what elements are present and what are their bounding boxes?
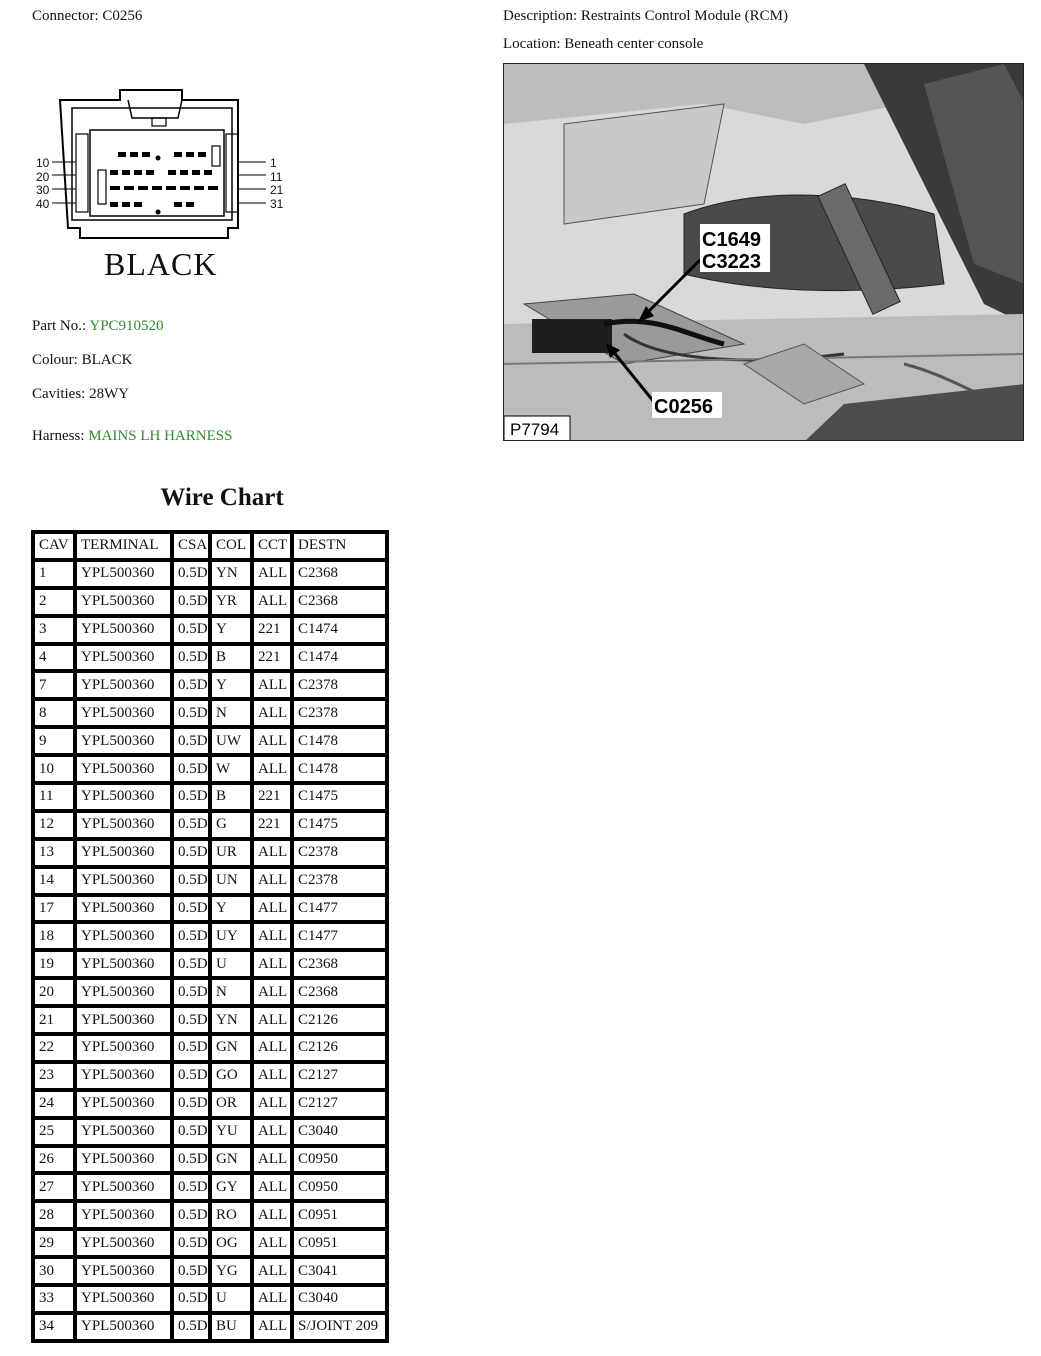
cell-col: YN xyxy=(210,560,252,588)
cell-csa: 0.5D xyxy=(172,1062,210,1090)
harness-line xyxy=(32,428,232,445)
cell-destn: C2378 xyxy=(292,867,387,895)
cell-cct: ALL xyxy=(252,1090,292,1118)
cell-col: YN xyxy=(210,1006,252,1034)
cell-destn: C0950 xyxy=(292,1173,387,1201)
cell-col: UN xyxy=(210,867,252,895)
cell-csa: 0.5D xyxy=(172,755,210,783)
description-value: Restraints Control Module (RCM) xyxy=(580,8,788,24)
table-row xyxy=(33,922,387,950)
connector-diagram xyxy=(28,86,284,286)
cell-cav: 19 xyxy=(33,950,75,978)
location-photo xyxy=(503,63,1024,441)
colour-label: Colour: xyxy=(32,352,78,368)
table-row xyxy=(33,839,387,867)
cell-cct: 221 xyxy=(252,644,292,672)
cell-cct: ALL xyxy=(252,1173,292,1201)
cell-cct: ALL xyxy=(252,560,292,588)
cell-col: YU xyxy=(210,1118,252,1146)
column-header-terminal: TERMINAL xyxy=(75,532,172,560)
cell-col: G xyxy=(210,811,252,839)
location-label: Location: xyxy=(503,36,561,52)
cell-cct: ALL xyxy=(252,922,292,950)
cell-csa: 0.5D xyxy=(172,671,210,699)
cell-terminal: YPL500360 xyxy=(75,1062,172,1090)
cell-terminal: YPL500360 xyxy=(75,727,172,755)
table-row xyxy=(33,1173,387,1201)
cell-cav: 10 xyxy=(33,755,75,783)
cell-col: YG xyxy=(210,1257,252,1285)
cell-cct: ALL xyxy=(252,895,292,923)
cell-terminal: YPL500360 xyxy=(75,867,172,895)
cell-terminal: YPL500360 xyxy=(75,811,172,839)
cell-cav: 14 xyxy=(33,867,75,895)
cell-terminal: YPL500360 xyxy=(75,1034,172,1062)
wire-chart-title: Wire Chart xyxy=(160,484,284,511)
cell-terminal: YPL500360 xyxy=(75,699,172,727)
cell-terminal: YPL500360 xyxy=(75,1118,172,1146)
location-illustration xyxy=(504,64,1024,441)
table-row xyxy=(33,727,387,755)
cell-csa: 0.5D xyxy=(172,727,210,755)
cell-terminal: YPL500360 xyxy=(75,922,172,950)
table-row xyxy=(33,671,387,699)
cell-cav: 22 xyxy=(33,1034,75,1062)
cell-cav: 9 xyxy=(33,727,75,755)
cell-terminal: YPL500360 xyxy=(75,783,172,811)
cell-col: YR xyxy=(210,588,252,616)
cell-cav: 3 xyxy=(33,616,75,644)
cell-col: Y xyxy=(210,671,252,699)
cell-destn: C2378 xyxy=(292,699,387,727)
connector-label: Connector: xyxy=(32,8,99,24)
cell-csa: 0.5D xyxy=(172,1118,210,1146)
cell-destn: C0951 xyxy=(292,1229,387,1257)
table-row xyxy=(33,978,387,1006)
cell-cav: 29 xyxy=(33,1229,75,1257)
location-value: Beneath center console xyxy=(564,36,704,52)
cell-destn: C0950 xyxy=(292,1146,387,1174)
cell-cct: ALL xyxy=(252,978,292,1006)
table-row xyxy=(33,699,387,727)
pin-number: 10 xyxy=(36,156,50,170)
table-row xyxy=(33,616,387,644)
cell-destn: S/JOINT 209 xyxy=(292,1313,387,1341)
table-row xyxy=(33,644,387,672)
cell-destn: C2126 xyxy=(292,1006,387,1034)
pin-number: 20 xyxy=(36,169,50,184)
pin-number: 30 xyxy=(36,183,50,197)
table-row xyxy=(33,1034,387,1062)
table-row xyxy=(33,895,387,923)
cell-terminal: YPL500360 xyxy=(75,1146,172,1174)
column-header-destn: DESTN xyxy=(292,532,387,560)
cell-col: W xyxy=(210,755,252,783)
callout-c0256: C0256 xyxy=(654,396,713,418)
cell-cct: ALL xyxy=(252,1118,292,1146)
cell-destn: C3041 xyxy=(292,1257,387,1285)
cell-cct: ALL xyxy=(252,1062,292,1090)
cell-cav: 27 xyxy=(33,1173,75,1201)
cell-col: B xyxy=(210,644,252,672)
cell-cav: 30 xyxy=(33,1257,75,1285)
cell-col: U xyxy=(210,950,252,978)
cell-destn: C1474 xyxy=(292,644,387,672)
cell-csa: 0.5D xyxy=(172,1173,210,1201)
cell-col: UY xyxy=(210,922,252,950)
cell-csa: 0.5D xyxy=(172,1034,210,1062)
table-row xyxy=(33,588,387,616)
cell-destn: C2368 xyxy=(292,588,387,616)
cell-cct: ALL xyxy=(252,588,292,616)
cell-cct: ALL xyxy=(252,1146,292,1174)
left-pin-numbers xyxy=(36,157,49,211)
cell-cav: 18 xyxy=(33,922,75,950)
cavities-label: Cavities: xyxy=(32,386,86,402)
cell-cct: ALL xyxy=(252,671,292,699)
cell-cct: ALL xyxy=(252,1285,292,1313)
connector-value: C0256 xyxy=(102,8,143,24)
cell-terminal: YPL500360 xyxy=(75,895,172,923)
cell-col: GN xyxy=(210,1146,252,1174)
cell-col: OG xyxy=(210,1229,252,1257)
cell-terminal: YPL500360 xyxy=(75,588,172,616)
cell-cct: ALL xyxy=(252,1229,292,1257)
cell-cav: 8 xyxy=(33,699,75,727)
callout-c1649: C1649 xyxy=(702,229,761,251)
pin-number: 21 xyxy=(270,183,284,197)
cell-csa: 0.5D xyxy=(172,811,210,839)
cell-col: N xyxy=(210,699,252,727)
cell-destn: C2127 xyxy=(292,1090,387,1118)
cell-col: OR xyxy=(210,1090,252,1118)
cell-csa: 0.5D xyxy=(172,644,210,672)
cell-cct: ALL xyxy=(252,950,292,978)
cell-csa: 0.5D xyxy=(172,922,210,950)
table-row xyxy=(33,1062,387,1090)
cell-cav: 21 xyxy=(33,1006,75,1034)
cell-cct: ALL xyxy=(252,727,292,755)
cell-destn: C3040 xyxy=(292,1118,387,1146)
table-row xyxy=(33,1090,387,1118)
cell-terminal: YPL500360 xyxy=(75,616,172,644)
cell-destn: C2378 xyxy=(292,839,387,867)
cell-cav: 12 xyxy=(33,811,75,839)
connector-line xyxy=(32,8,142,25)
location-line xyxy=(503,36,703,53)
cell-csa: 0.5D xyxy=(172,616,210,644)
cell-cav: 1 xyxy=(33,560,75,588)
cell-destn: C1474 xyxy=(292,616,387,644)
cell-col: GN xyxy=(210,1034,252,1062)
cell-destn: C2126 xyxy=(292,1034,387,1062)
photo-code: P7794 xyxy=(510,420,560,439)
cell-destn: C1478 xyxy=(292,755,387,783)
table-row xyxy=(33,1313,387,1341)
cell-cav: 17 xyxy=(33,895,75,923)
callout-c3223: C3223 xyxy=(702,251,761,273)
table-body xyxy=(33,560,387,1341)
cell-terminal: YPL500360 xyxy=(75,671,172,699)
cell-cav: 2 xyxy=(33,588,75,616)
cell-cct: ALL xyxy=(252,1034,292,1062)
table-row xyxy=(33,1118,387,1146)
table-row xyxy=(33,1201,387,1229)
cell-csa: 0.5D xyxy=(172,1006,210,1034)
table-row xyxy=(33,867,387,895)
cell-terminal: YPL500360 xyxy=(75,1090,172,1118)
cavities-value: 28WY xyxy=(89,386,130,402)
pin-number: 11 xyxy=(270,169,283,184)
cell-csa: 0.5D xyxy=(172,783,210,811)
table-row xyxy=(33,1229,387,1257)
cell-terminal: YPL500360 xyxy=(75,560,172,588)
column-header-col: COL xyxy=(210,532,252,560)
cell-csa: 0.5D xyxy=(172,1313,210,1341)
cell-col: BU xyxy=(210,1313,252,1341)
column-header-csa: CSA xyxy=(172,532,210,560)
table-row xyxy=(33,755,387,783)
cell-cct: 221 xyxy=(252,811,292,839)
cell-csa: 0.5D xyxy=(172,1285,210,1313)
cell-cct: ALL xyxy=(252,1201,292,1229)
cell-col: UW xyxy=(210,727,252,755)
cell-col: B xyxy=(210,783,252,811)
pin-number: 31 xyxy=(270,196,284,211)
cell-col: RO xyxy=(210,1201,252,1229)
cavities-line xyxy=(32,386,129,403)
cell-destn: C2127 xyxy=(292,1062,387,1090)
right-pin-numbers xyxy=(270,157,283,211)
cell-col: Y xyxy=(210,616,252,644)
pin-number: 1 xyxy=(270,156,277,170)
cell-col: GO xyxy=(210,1062,252,1090)
table-row xyxy=(33,1257,387,1285)
cell-col: GY xyxy=(210,1173,252,1201)
table-row xyxy=(33,1285,387,1313)
part-line xyxy=(32,318,164,335)
cell-cav: 11 xyxy=(33,783,75,811)
table-row xyxy=(33,1006,387,1034)
cell-col: U xyxy=(210,1285,252,1313)
cell-cct: ALL xyxy=(252,1257,292,1285)
cell-col: UR xyxy=(210,839,252,867)
cell-destn: C2368 xyxy=(292,950,387,978)
cell-terminal: YPL500360 xyxy=(75,1285,172,1313)
cell-csa: 0.5D xyxy=(172,1257,210,1285)
cell-csa: 0.5D xyxy=(172,895,210,923)
table-row xyxy=(33,811,387,839)
cell-destn: C1478 xyxy=(292,727,387,755)
table-row xyxy=(33,950,387,978)
cell-terminal: YPL500360 xyxy=(75,644,172,672)
cell-terminal: YPL500360 xyxy=(75,755,172,783)
cell-cav: 24 xyxy=(33,1090,75,1118)
cell-cct: 221 xyxy=(252,783,292,811)
connector-colour-label: BLACK xyxy=(104,246,218,282)
cell-csa: 0.5D xyxy=(172,1146,210,1174)
colour-line xyxy=(32,352,132,369)
cell-terminal: YPL500360 xyxy=(75,1257,172,1285)
column-header-cav: CAV xyxy=(33,532,75,560)
cell-csa: 0.5D xyxy=(172,699,210,727)
harness-value: MAINS LH HARNESS xyxy=(88,428,233,444)
cell-csa: 0.5D xyxy=(172,867,210,895)
table-row xyxy=(33,560,387,588)
cell-terminal: YPL500360 xyxy=(75,1229,172,1257)
part-number: YPC910520 xyxy=(89,318,164,334)
cell-cct: ALL xyxy=(252,839,292,867)
cell-destn: C2378 xyxy=(292,671,387,699)
cell-terminal: YPL500360 xyxy=(75,1006,172,1034)
cell-cct: ALL xyxy=(252,699,292,727)
cell-destn: C1477 xyxy=(292,922,387,950)
cell-destn: C0951 xyxy=(292,1201,387,1229)
column-header-cct: CCT xyxy=(252,532,292,560)
cell-csa: 0.5D xyxy=(172,1090,210,1118)
colour-value: BLACK xyxy=(81,352,133,368)
cell-cct: ALL xyxy=(252,867,292,895)
cell-cav: 34 xyxy=(33,1313,75,1341)
cell-terminal: YPL500360 xyxy=(75,978,172,1006)
cell-cav: 23 xyxy=(33,1062,75,1090)
cell-col: N xyxy=(210,978,252,1006)
cell-csa: 0.5D xyxy=(172,1229,210,1257)
table-row xyxy=(33,1146,387,1174)
part-label: Part No.: xyxy=(32,318,87,334)
cell-destn: C1475 xyxy=(292,783,387,811)
cell-destn: C1477 xyxy=(292,895,387,923)
cell-destn: C2368 xyxy=(292,560,387,588)
cell-destn: C1475 xyxy=(292,811,387,839)
table-header-row xyxy=(33,532,387,560)
cell-csa: 0.5D xyxy=(172,839,210,867)
wire-chart-table xyxy=(31,530,389,1343)
cell-terminal: YPL500360 xyxy=(75,1173,172,1201)
cell-cav: 7 xyxy=(33,671,75,699)
cell-cav: 28 xyxy=(33,1201,75,1229)
cell-cav: 26 xyxy=(33,1146,75,1174)
cell-cct: ALL xyxy=(252,755,292,783)
cell-cav: 20 xyxy=(33,978,75,1006)
harness-label: Harness: xyxy=(32,428,85,444)
cell-terminal: YPL500360 xyxy=(75,1313,172,1341)
cell-cct: ALL xyxy=(252,1313,292,1341)
cell-terminal: YPL500360 xyxy=(75,950,172,978)
cell-cct: ALL xyxy=(252,1006,292,1034)
cell-terminal: YPL500360 xyxy=(75,839,172,867)
cell-csa: 0.5D xyxy=(172,1201,210,1229)
cell-destn: C2368 xyxy=(292,978,387,1006)
table-row xyxy=(33,783,387,811)
cell-csa: 0.5D xyxy=(172,978,210,1006)
cell-terminal: YPL500360 xyxy=(75,1201,172,1229)
cell-col: Y xyxy=(210,895,252,923)
cell-cav: 4 xyxy=(33,644,75,672)
cell-destn: C3040 xyxy=(292,1285,387,1313)
cell-cav: 33 xyxy=(33,1285,75,1313)
pin-number: 40 xyxy=(36,196,50,211)
cell-csa: 0.5D xyxy=(172,588,210,616)
cell-csa: 0.5D xyxy=(172,950,210,978)
cell-cct: 221 xyxy=(252,616,292,644)
cell-cav: 25 xyxy=(33,1118,75,1146)
description-label: Description: xyxy=(503,8,578,24)
cell-cav: 13 xyxy=(33,839,75,867)
cell-csa: 0.5D xyxy=(172,560,210,588)
description-line xyxy=(503,8,788,25)
